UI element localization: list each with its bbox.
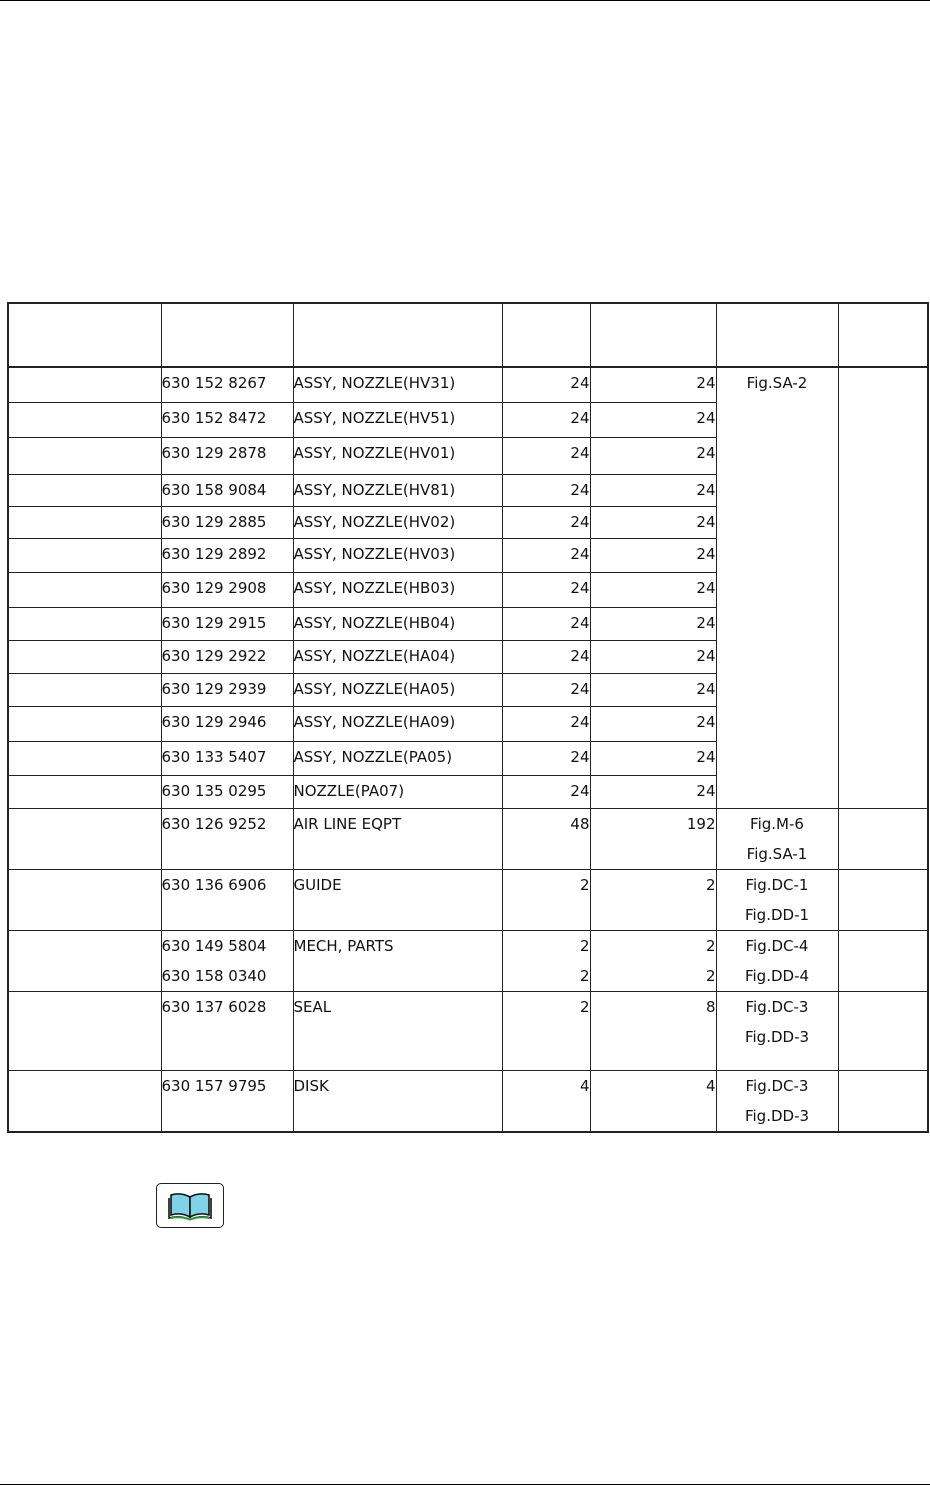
blank-cell	[838, 808, 928, 869]
quantity-cell	[502, 640, 590, 673]
part-number-cell-text: 630 129 2946	[161, 712, 267, 731]
description-text: ASSY, NOZZLE(HA05)	[293, 679, 456, 698]
blank-cell	[8, 741, 161, 775]
description-text: SEAL	[293, 997, 332, 1016]
figure-reference-cell	[716, 640, 838, 673]
blank-cell	[838, 1070, 928, 1132]
part-number-cell	[161, 930, 293, 991]
blank-cell	[838, 506, 928, 538]
part-number-cell-text: 630 129 2892	[161, 544, 267, 563]
figure-reference-cell-text: Fig.DD-4	[744, 966, 810, 985]
figure-reference-cell	[716, 673, 838, 706]
total-quantity-cell-text: 24	[696, 374, 716, 392]
quantity-cell	[502, 775, 590, 808]
total-quantity-cell	[590, 741, 716, 775]
part-number-cell	[161, 741, 293, 775]
figure-reference-cell	[716, 869, 838, 930]
part-number-cell	[161, 474, 293, 506]
figure-reference-cell	[716, 538, 838, 572]
quantity-cell-text: 2	[579, 966, 590, 985]
description-cell	[293, 437, 502, 474]
figure-reference-cell	[716, 437, 838, 474]
description-text: ASSY, NOZZLE(HB04)	[293, 613, 456, 632]
blank-cell	[838, 607, 928, 640]
open-book-icon	[168, 1191, 212, 1221]
total-quantity-cell-text: 24	[696, 578, 716, 597]
figure-reference-cell	[716, 775, 838, 808]
part-number-cell	[161, 1070, 293, 1132]
blank-cell	[8, 538, 161, 572]
total-quantity-cell	[590, 506, 716, 538]
figure-reference-cell-text: Fig.DD-1	[744, 905, 810, 924]
header-cell	[838, 303, 928, 367]
blank-cell	[8, 367, 161, 402]
quantity-cell	[502, 538, 590, 572]
header-cell	[716, 303, 838, 367]
description-cell	[293, 1070, 502, 1132]
header-cell	[590, 303, 716, 367]
part-number-cell-text: 630 129 2878	[161, 443, 267, 462]
total-quantity-cell	[590, 572, 716, 607]
blank-cell	[8, 474, 161, 506]
total-quantity-cell	[590, 808, 716, 869]
description-cell	[293, 538, 502, 572]
part-number-cell	[161, 775, 293, 808]
part-number-cell-text: 630 157 9795	[161, 1076, 267, 1095]
description-cell	[293, 474, 502, 506]
part-number-cell	[161, 367, 293, 402]
description-cell	[293, 572, 502, 607]
total-quantity-cell	[590, 607, 716, 640]
part-number-cell-text: 630 129 2915	[161, 613, 267, 632]
figure-reference-cell-text: Fig.DC-3	[745, 997, 809, 1016]
quantity-cell	[502, 930, 590, 991]
quantity-cell-text: 24	[570, 613, 590, 632]
total-quantity-cell	[590, 367, 716, 402]
part-number-cell	[161, 506, 293, 538]
total-quantity-cell	[590, 402, 716, 437]
part-number-cell-text: 630 129 2922	[161, 646, 267, 665]
figure-reference-cell-text: Fig.M-6	[750, 814, 804, 833]
figure-reference-cell	[716, 930, 838, 991]
blank-cell	[8, 930, 161, 991]
description-cell	[293, 673, 502, 706]
table-row	[8, 437, 928, 474]
description-text: ASSY, NOZZLE(HA09)	[293, 712, 456, 731]
quantity-cell-text: 24	[570, 781, 590, 800]
description-text: ASSY, NOZZLE(HA04)	[293, 646, 456, 665]
part-number-cell	[161, 607, 293, 640]
figure-reference-cell	[716, 402, 838, 437]
blank-cell	[838, 741, 928, 775]
part-number-cell-text: 630 136 6906	[161, 875, 267, 894]
description-text: ASSY, NOZZLE(HV51)	[293, 408, 456, 427]
total-quantity-cell	[590, 640, 716, 673]
quantity-cell	[502, 991, 590, 1070]
blank-cell	[8, 437, 161, 474]
total-quantity-cell-text: 24	[696, 646, 716, 665]
description-cell	[293, 991, 502, 1070]
figure-reference-cell-text: Fig.SA-1	[746, 844, 808, 863]
total-quantity-cell-text: 24	[696, 443, 716, 462]
header-cell	[293, 303, 502, 367]
table-header-row	[8, 303, 928, 367]
blank-cell	[838, 706, 928, 741]
description-text: GUIDE	[293, 875, 342, 894]
figure-reference-cell-text: Fig.DC-3	[745, 1076, 809, 1095]
part-number-cell-text: 630 137 6028	[161, 997, 267, 1016]
table-row	[8, 775, 928, 808]
blank-cell	[8, 673, 161, 706]
quantity-cell-text: 4	[579, 1076, 590, 1095]
figure-reference-cell	[716, 506, 838, 538]
total-quantity-cell-text: 24	[696, 512, 716, 531]
table-row	[8, 506, 928, 538]
quantity-cell	[502, 869, 590, 930]
blank-cell	[8, 572, 161, 607]
total-quantity-cell	[590, 1070, 716, 1132]
part-number-cell-text: 630 129 2885	[161, 512, 267, 531]
quantity-cell-text: 24	[570, 747, 590, 766]
total-quantity-cell-text: 2	[705, 875, 716, 894]
total-quantity-cell-text: 24	[696, 613, 716, 632]
parts-table	[7, 302, 929, 1133]
total-quantity-cell	[590, 474, 716, 506]
description-text: NOZZLE(PA07)	[293, 781, 405, 800]
total-quantity-cell	[590, 991, 716, 1070]
quantity-cell	[502, 367, 590, 402]
part-number-cell-text: 630 135 0295	[161, 781, 267, 800]
part-number-cell	[161, 673, 293, 706]
table-row	[8, 741, 928, 775]
blank-cell	[8, 775, 161, 808]
part-number-cell	[161, 808, 293, 869]
table-row	[8, 869, 928, 930]
figure-reference-cell	[716, 991, 838, 1070]
total-quantity-cell-text: 24	[696, 781, 716, 800]
part-number-cell	[161, 538, 293, 572]
header-cell	[502, 303, 590, 367]
blank-cell	[8, 808, 161, 869]
description-cell	[293, 367, 502, 402]
quantity-cell	[502, 607, 590, 640]
description-cell	[293, 607, 502, 640]
description-cell	[293, 741, 502, 775]
total-quantity-cell-text: 24	[696, 408, 716, 427]
figure-reference-cell-text: Fig.DC-1	[745, 875, 809, 894]
part-number-cell-text: 630 133 5407	[161, 747, 267, 766]
figure-reference-cell	[716, 572, 838, 607]
blank-cell	[8, 506, 161, 538]
description-cell	[293, 775, 502, 808]
figure-reference-cell-text: Fig.SA-2	[746, 374, 808, 392]
quantity-cell-text: 24	[570, 544, 590, 563]
part-number-cell-text: 630 149 5804	[161, 936, 267, 955]
total-quantity-cell-text: 24	[696, 679, 716, 698]
manual-reference-button[interactable]	[156, 1183, 224, 1228]
part-number-cell-text: 630 152 8472	[161, 408, 267, 427]
quantity-cell	[502, 673, 590, 706]
blank-cell	[838, 367, 928, 402]
figure-reference-cell	[716, 367, 838, 402]
description-text: ASSY, NOZZLE(HV02)	[293, 512, 456, 531]
table-row	[8, 1070, 928, 1132]
description-cell	[293, 402, 502, 437]
table-row	[8, 572, 928, 607]
blank-cell	[8, 991, 161, 1070]
figure-reference-cell	[716, 741, 838, 775]
quantity-cell	[502, 506, 590, 538]
total-quantity-cell	[590, 706, 716, 741]
total-quantity-cell	[590, 673, 716, 706]
part-number-cell-text: 630 152 8267	[161, 374, 267, 392]
description-cell	[293, 640, 502, 673]
table-row	[8, 367, 928, 402]
bottom-rule	[0, 1484, 930, 1485]
description-text: ASSY, NOZZLE(HV01)	[293, 443, 456, 462]
table-row	[8, 991, 928, 1070]
quantity-cell-text: 24	[570, 679, 590, 698]
quantity-cell-text: 24	[570, 512, 590, 531]
total-quantity-cell	[590, 930, 716, 991]
description-cell	[293, 706, 502, 741]
total-quantity-cell	[590, 437, 716, 474]
table-row	[8, 538, 928, 572]
total-quantity-cell-text: 24	[696, 712, 716, 731]
blank-cell	[8, 607, 161, 640]
total-quantity-cell	[590, 538, 716, 572]
figure-reference-cell	[716, 474, 838, 506]
blank-cell	[838, 991, 928, 1070]
quantity-cell-text: 24	[570, 443, 590, 462]
blank-cell	[838, 402, 928, 437]
description-cell	[293, 808, 502, 869]
quantity-cell-text: 2	[579, 936, 590, 955]
blank-cell	[8, 869, 161, 930]
description-text: MECH, PARTS	[293, 936, 394, 955]
quantity-cell-text: 24	[570, 712, 590, 731]
blank-cell	[8, 706, 161, 741]
part-number-cell-text: 630 129 2908	[161, 578, 267, 597]
table-row	[8, 808, 928, 869]
part-number-cell	[161, 991, 293, 1070]
blank-cell	[8, 640, 161, 673]
total-quantity-cell-text: 2	[705, 966, 716, 985]
total-quantity-cell-text: 4	[705, 1076, 716, 1095]
quantity-cell	[502, 572, 590, 607]
figure-reference-cell-text: Fig.DD-3	[744, 1106, 810, 1125]
table-row	[8, 930, 928, 991]
total-quantity-cell-text: 2	[705, 936, 716, 955]
total-quantity-cell	[590, 869, 716, 930]
quantity-cell	[502, 474, 590, 506]
figure-reference-cell	[716, 808, 838, 869]
blank-cell	[838, 673, 928, 706]
quantity-cell-text: 24	[570, 578, 590, 597]
quantity-cell-text: 24	[570, 374, 590, 392]
blank-cell	[838, 474, 928, 506]
top-rule	[0, 0, 930, 1]
description-text: AIR LINE EQPT	[293, 814, 402, 833]
quantity-cell	[502, 1070, 590, 1132]
total-quantity-cell-text: 24	[696, 544, 716, 563]
quantity-cell-text: 2	[579, 997, 590, 1016]
table-row	[8, 706, 928, 741]
blank-cell	[838, 538, 928, 572]
blank-cell	[8, 1070, 161, 1132]
table-row	[8, 607, 928, 640]
total-quantity-cell-text: 8	[705, 997, 716, 1016]
part-number-cell-text: 630 126 9252	[161, 814, 267, 833]
quantity-cell	[502, 437, 590, 474]
part-number-cell-text: 630 158 9084	[161, 480, 267, 499]
quantity-cell-text: 24	[570, 480, 590, 499]
total-quantity-cell-text: 24	[696, 747, 716, 766]
figure-reference-cell	[716, 706, 838, 741]
description-cell	[293, 930, 502, 991]
quantity-cell	[502, 706, 590, 741]
figure-reference-cell-text: Fig.DC-4	[745, 936, 809, 955]
quantity-cell	[502, 808, 590, 869]
table-row	[8, 640, 928, 673]
total-quantity-cell	[590, 775, 716, 808]
blank-cell	[838, 775, 928, 808]
quantity-cell-text: 2	[579, 875, 590, 894]
quantity-cell-text: 24	[570, 646, 590, 665]
description-text: ASSY, NOZZLE(HV81)	[293, 480, 456, 499]
figure-reference-cell	[716, 607, 838, 640]
description-text: ASSY, NOZZLE(PA05)	[293, 747, 453, 766]
blank-cell	[838, 437, 928, 474]
table-row	[8, 402, 928, 437]
part-number-cell	[161, 437, 293, 474]
table-row	[8, 474, 928, 506]
description-text: DISK	[293, 1076, 329, 1095]
part-number-cell-text: 630 129 2939	[161, 679, 267, 698]
quantity-cell	[502, 741, 590, 775]
description-text: ASSY, NOZZLE(HV31)	[293, 374, 456, 392]
blank-cell	[838, 640, 928, 673]
header-cell	[161, 303, 293, 367]
figure-reference-cell-text: Fig.DD-3	[744, 1027, 810, 1046]
quantity-cell	[502, 402, 590, 437]
blank-cell	[838, 930, 928, 991]
figure-reference-cell	[716, 1070, 838, 1132]
total-quantity-cell-text: 24	[696, 480, 716, 499]
quantity-cell-text: 48	[570, 814, 590, 833]
part-number-cell	[161, 706, 293, 741]
blank-cell	[8, 402, 161, 437]
table-row	[8, 673, 928, 706]
blank-cell	[838, 869, 928, 930]
part-number-cell-text: 630 158 0340	[161, 966, 267, 985]
part-number-cell	[161, 402, 293, 437]
description-cell	[293, 506, 502, 538]
description-text: ASSY, NOZZLE(HV03)	[293, 544, 456, 563]
description-cell	[293, 869, 502, 930]
header-cell	[8, 303, 161, 367]
blank-cell	[838, 572, 928, 607]
quantity-cell-text: 24	[570, 408, 590, 427]
total-quantity-cell-text: 192	[686, 814, 716, 833]
part-number-cell	[161, 869, 293, 930]
part-number-cell	[161, 572, 293, 607]
description-text: ASSY, NOZZLE(HB03)	[293, 578, 456, 597]
part-number-cell	[161, 640, 293, 673]
